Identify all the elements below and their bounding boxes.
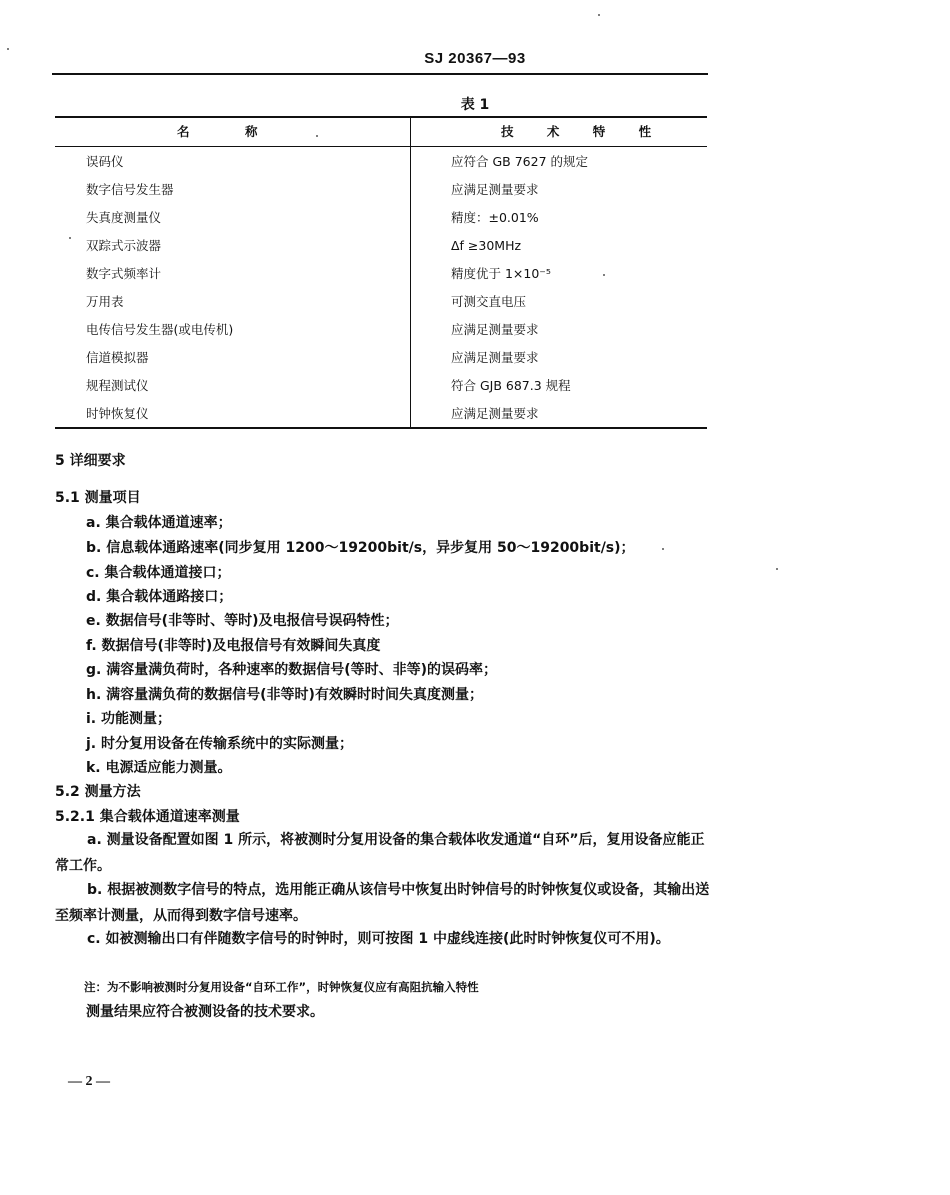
instrument-name: 双踪式示波器 <box>86 238 162 253</box>
table-row <box>55 259 707 287</box>
instrument-spec: 应满足测量要求 <box>411 315 708 343</box>
list-item: k. 电源适应能力测量。 <box>86 760 232 776</box>
header-char: 技 <box>501 124 515 139</box>
page-number: — 2 — <box>68 1074 110 1089</box>
instrument-spec: 精度优于 1×10⁻⁵ <box>411 259 708 287</box>
table-title: 表 1 <box>460 97 490 113</box>
scan-speck <box>603 274 605 276</box>
table-row <box>55 315 707 343</box>
instrument-name: 电传信号发生器(或电传机) <box>86 322 234 337</box>
paragraph-c: c. 如被测输出口有伴随数字信号的时钟时，则可按图 1 中虚线连接(此时时钟恢复仪可不用)。 <box>87 931 670 947</box>
table-header-row <box>55 117 707 147</box>
instrument-name: 数字式频率计 <box>86 266 162 281</box>
scan-speck <box>662 548 664 550</box>
result-text: 测量结果应符合被测设备的技术要求。 <box>86 1004 324 1020</box>
instrument-name: 信道模拟器 <box>86 350 149 365</box>
section-5-2-1-heading: 5.2.1 集合载体通道速率测量 <box>55 809 240 825</box>
paragraph-a: a. 测量设备配置如图 1 所示，将被测时分复用设备的集合载体收发通道“自环”后，复用设备应能正常工作。 <box>55 832 705 874</box>
table-row <box>55 343 707 371</box>
list-item: c. 集合载体通道接口； <box>86 565 231 581</box>
instrument-name: 数字信号发生器 <box>86 182 174 197</box>
column-header-spec <box>411 117 708 147</box>
instrument-spec: 精度：±0.01% <box>411 203 708 231</box>
scan-speck <box>69 237 71 239</box>
instrument-name: 失真度测量仪 <box>86 210 162 225</box>
instrument-spec: 应满足测量要求 <box>411 399 708 428</box>
column-header-name <box>55 117 411 147</box>
list-item: h. 满容量满负荷的数据信号(非等时)有效瞬时时间失真度测量； <box>86 687 483 703</box>
instrument-spec: 可测交直电压 <box>411 287 708 315</box>
list-item: a. 集合载体通道速率； <box>86 515 232 531</box>
instrument-name: 规程测试仪 <box>86 378 149 393</box>
table-row <box>55 371 707 399</box>
list-item: b. 信息载体通路速率(同步复用 1200～19200bit/s，异步复用 50～19200bit/s)； <box>86 540 635 556</box>
table-row <box>55 175 707 203</box>
list-item: e. 数据信号(非等时、等时)及电报信号误码特性； <box>86 613 399 629</box>
scan-speck <box>598 14 600 16</box>
instrument-name: 万用表 <box>86 294 124 309</box>
header-rule <box>52 73 708 75</box>
table-row <box>55 203 707 231</box>
header-char: 名 <box>177 124 191 139</box>
instrument-spec: 应满足测量要求 <box>411 343 708 371</box>
instrument-name: 误码仪 <box>86 154 124 169</box>
scan-speck <box>7 48 9 50</box>
header-char: 术 <box>546 124 560 139</box>
note-text: 注：为不影响被测时分复用设备“自环工作”，时钟恢复仪应有高阻抗输入特性 <box>84 980 479 994</box>
table-row <box>55 147 707 176</box>
scan-speck <box>776 568 778 570</box>
section-5-heading: 5 详细要求 <box>55 453 126 469</box>
list-item: g. 满容量满负荷时，各种速率的数据信号(等时、非等)的误码率； <box>86 662 498 678</box>
instrument-spec: Δf ≥30MHz <box>411 231 708 259</box>
paragraph-b: b. 根据被测数字信号的特点，选用能正确从该信号中恢复出时钟信号的时钟恢复仪或设备，其输出送至频率计测量，从而得到数字信号速率。 <box>55 882 710 924</box>
instrument-name: 时钟恢复仪 <box>55 399 411 428</box>
list-item: f. 数据信号(非等时)及电报信号有效瞬间失真度 <box>86 638 381 654</box>
header-char: 称 <box>245 124 259 139</box>
header-char: 特 <box>592 124 606 139</box>
table-row <box>55 399 707 428</box>
instrument-spec: 应满足测量要求 <box>411 175 708 203</box>
instrument-spec: 符合 GJB 687.3 规程 <box>411 371 708 399</box>
section-5-2-heading: 5.2 测量方法 <box>55 784 141 800</box>
header-char: 性 <box>638 124 652 139</box>
list-item: j. 时分复用设备在传输系统中的实际测量； <box>86 736 353 752</box>
section-5-1-heading: 5.1 测量项目 <box>55 490 141 506</box>
list-item: i. 功能测量； <box>86 711 171 727</box>
instrument-spec: 应符合 GB 7627 的规定 <box>411 147 708 176</box>
scan-speck <box>316 135 318 137</box>
list-item: d. 集合载体通路接口； <box>86 589 233 605</box>
table-row <box>55 287 707 315</box>
table-row <box>55 231 707 259</box>
document-code: SJ 20367—93 <box>424 50 526 67</box>
instrument-table <box>55 116 707 429</box>
